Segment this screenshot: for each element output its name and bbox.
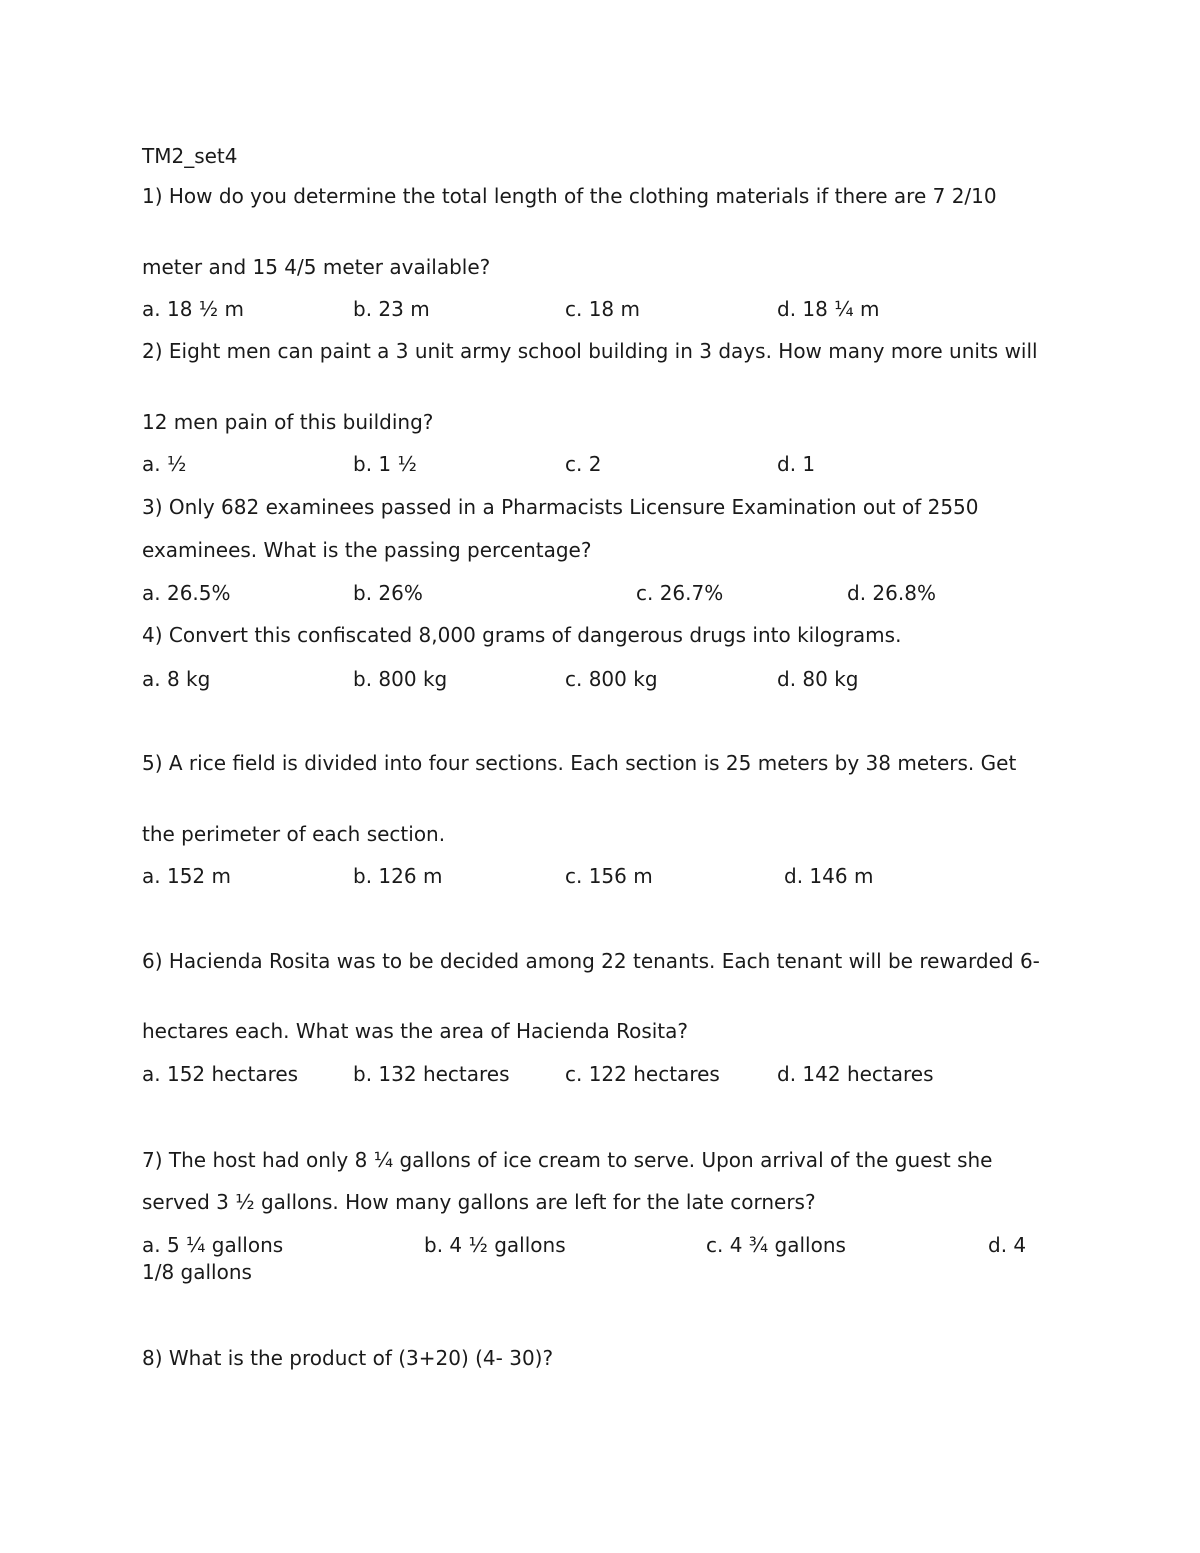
question-1-option-b: b. 23 m xyxy=(353,297,430,321)
question-5-option-a: a. 152 m xyxy=(142,864,231,888)
question-6-option-d: d. 142 hectares xyxy=(777,1062,934,1086)
question-1-text-continued: meter and 15 4/5 meter available? xyxy=(142,255,491,279)
question-5-option-b: b. 126 m xyxy=(353,864,443,888)
question-7-option-d: d. 4 xyxy=(988,1233,1027,1257)
question-7-option-c: c. 4 ¾ gallons xyxy=(706,1233,846,1257)
question-2-option-a: a. ½ xyxy=(142,452,187,476)
question-5-option-d: d. 146 m xyxy=(784,864,874,888)
question-7-text: 7) The host had only 8 ¼ gallons of ice cream to serve. Upon arrival of the guest she xyxy=(142,1148,993,1172)
question-3-text-continued: examinees. What is the passing percentage? xyxy=(142,538,592,562)
question-6-text: 6) Hacienda Rosita was to be decided among 22 tenants. Each tenant will be rewarded 6- xyxy=(142,949,1040,973)
question-2-text: 2) Eight men can paint a 3 unit army school building in 3 days. How many more units will xyxy=(142,339,1038,363)
question-2-option-b: b. 1 ½ xyxy=(353,452,417,476)
question-5-option-c: c. 156 m xyxy=(565,864,653,888)
question-4-option-b: b. 800 kg xyxy=(353,667,448,691)
question-4-option-a: a. 8 kg xyxy=(142,667,211,691)
question-6-option-c: c. 122 hectares xyxy=(565,1062,720,1086)
question-6-option-a: a. 152 hectares xyxy=(142,1062,299,1086)
question-5-text-continued: the perimeter of each section. xyxy=(142,822,446,846)
question-7-option-b: b. 4 ½ gallons xyxy=(424,1233,566,1257)
question-7-option-d-continued: 1/8 gallons xyxy=(142,1260,252,1284)
question-7-option-a: a. 5 ¼ gallons xyxy=(142,1233,284,1257)
question-6-text-continued: hectares each. What was the area of Hacienda Rosita? xyxy=(142,1019,689,1043)
question-4-text: 4) Convert this confiscated 8,000 grams of dangerous drugs into kilograms. xyxy=(142,623,902,647)
question-2-option-c: c. 2 xyxy=(565,452,602,476)
question-3-option-c: c. 26.7% xyxy=(636,581,724,605)
question-2-text-continued: 12 men pain of this building? xyxy=(142,410,434,434)
document-title: TM2_set4 xyxy=(142,144,238,168)
question-3-option-d: d. 26.8% xyxy=(847,581,936,605)
question-6-option-b: b. 132 hectares xyxy=(353,1062,510,1086)
question-4-option-d: d. 80 kg xyxy=(777,667,859,691)
question-7-text-continued: served 3 ½ gallons. How many gallons are left for the late corners? xyxy=(142,1190,816,1214)
question-8-text: 8) What is the product of (3+20) (4- 30)? xyxy=(142,1346,554,1370)
question-1-text: 1) How do you determine the total length of the clothing materials if there are 7 2/10 xyxy=(142,184,997,208)
question-2-option-d: d. 1 xyxy=(777,452,816,476)
question-5-text: 5) A rice field is divided into four sections. Each section is 25 meters by 38 meters. Get xyxy=(142,751,1017,775)
question-1-option-d: d. 18 ¼ m xyxy=(777,297,880,321)
question-3-option-a: a. 26.5% xyxy=(142,581,231,605)
question-1-option-c: c. 18 m xyxy=(565,297,640,321)
question-3-option-b: b. 26% xyxy=(353,581,423,605)
question-4-option-c: c. 800 kg xyxy=(565,667,658,691)
question-3-text: 3) Only 682 examinees passed in a Pharmacists Licensure Examination out of 2550 xyxy=(142,495,979,519)
question-1-option-a: a. 18 ½ m xyxy=(142,297,245,321)
